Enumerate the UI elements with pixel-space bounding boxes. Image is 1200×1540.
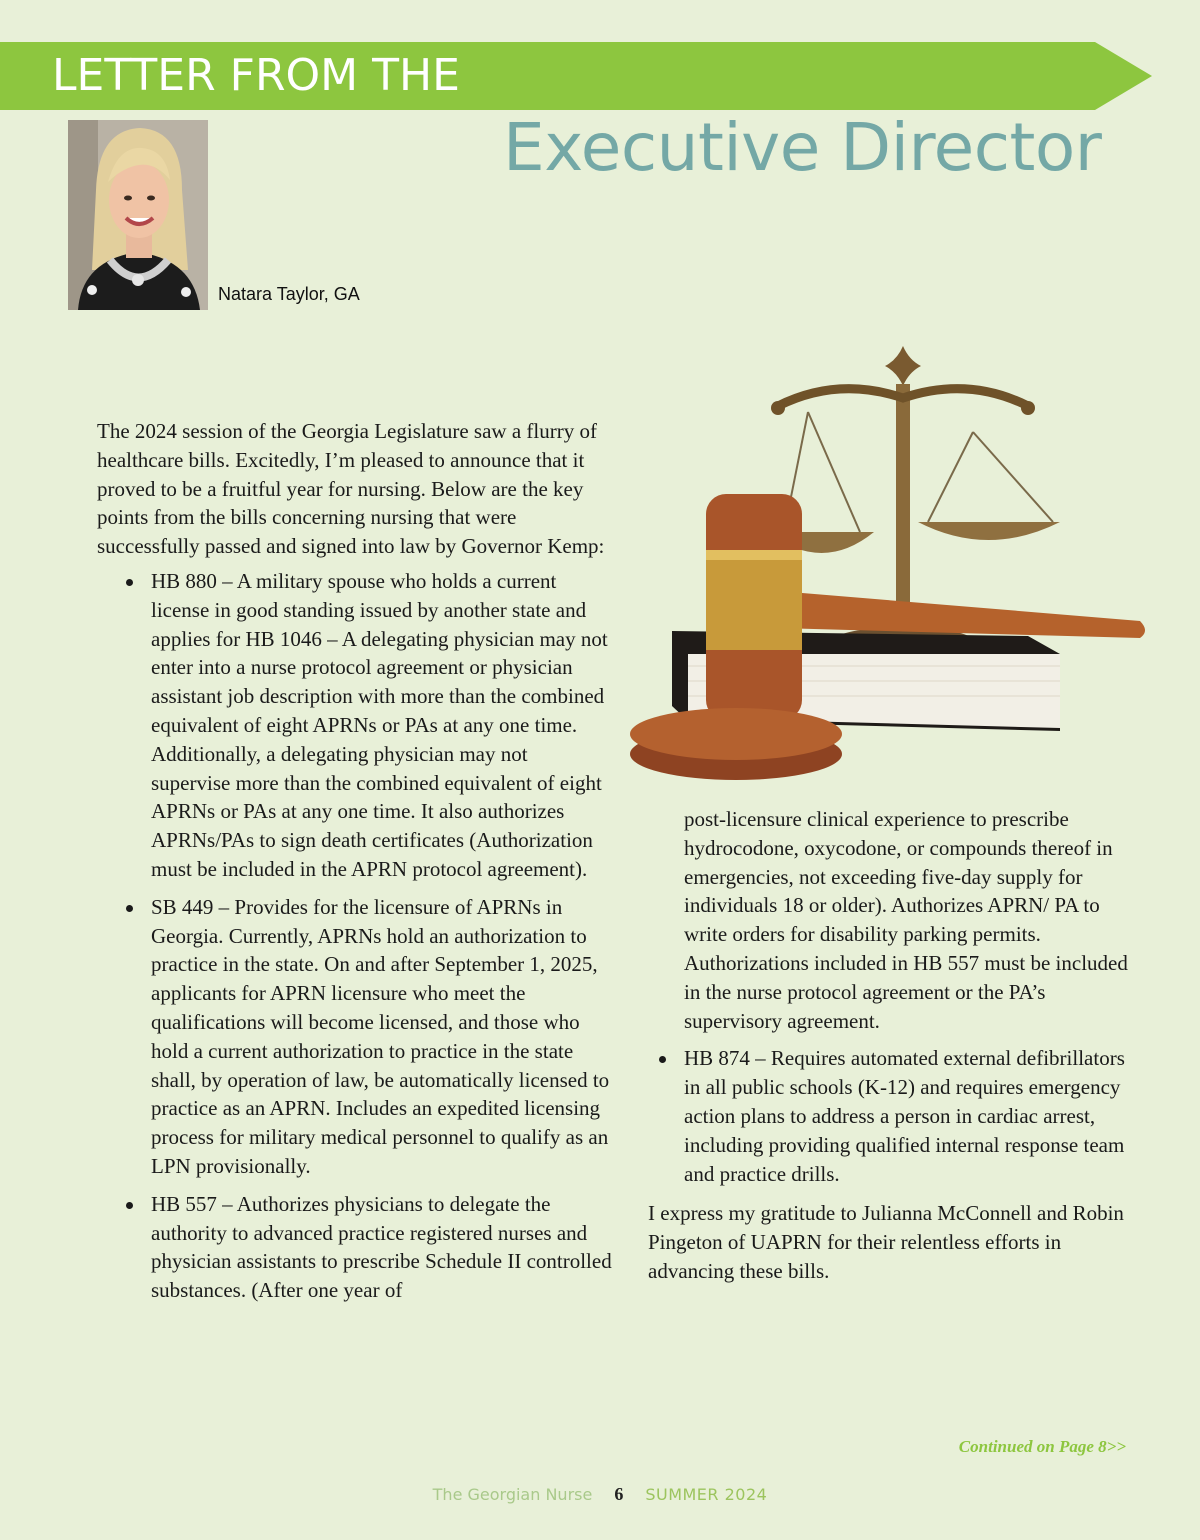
right-column [648,805,1138,1286]
footer-issue: SUMMER 2024 [645,1485,768,1504]
hb557-continued-text: post-licensure clinical experience to prescribe hydrocodone, oxycodone, or compounds thereof in emergencies, not exceeding five-day supply for individuals 18 or older). Authorizes APRN/ PA to write orders for disability parking permits. Authorizations included in HB 557 must be included in the nurse protocol agreement or the PA’s supervisory agreement. [684,807,1128,1033]
photo-caption: Natara Taylor, GA [218,284,360,304]
scales-and-gavel-illustration [628,336,1152,782]
intro-paragraph: The 2024 session of the Georgia Legislature saw a flurry of healthcare bills. Excitedly, I’m pleased to announce that it proved to be a fruitful year for nursing. Below are the key points from the bills concerning nursing that were successfully passed and signed into law by Governor Kemp: [97,419,605,559]
bill-item-hb557: HB 557 – Authorizes physicians to delegate the authority to advanced practice registered nurses and physician assistants to prescribe Schedule II controlled substances. (After one year of [151,1190,612,1305]
bill-item-hb874: HB 874 – Requires automated external defibrillators in all public schools (K-12) and requires emergency action plans to address a person in cardiac arrest, including providing qualified internal response team and practice drills. [684,1044,1138,1188]
page-title: Executive Director [503,109,1102,186]
bill-list-right [648,1044,1138,1188]
left-column [97,417,612,1314]
author-photo [68,120,208,310]
banner-title: LETTER FROM THE [52,50,460,101]
continued-link[interactable]: Continued on Page 8>> [958,1437,1126,1456]
footer-page-number: 6 [614,1484,624,1504]
bill-list-left [97,567,612,1305]
bill-item-hb880-hb1046: HB 880 – A military spouse who holds a current license in good standing issued by another state and applies for HB 1046 – A delegating physician may not enter into a nurse protocol agreement or physician assistant job description with more than the combined equivalent of eight APRNs or PAs at any one time. Additionally, a delegating physician may not supervise more than the combined equivalent of eight APRNs or PAs at any one time. It also authorizes APRNs/PAs to sign death certificates (Authorization must be included in the APRN protocol agreement). [151,567,612,884]
footer-publication: The Georgian Nurse [432,1485,593,1504]
page-footer [0,1484,1200,1505]
bill-item-sb449: SB 449 – Provides for the licensure of APRNs in Georgia. Currently, APRNs hold an authorization to practice in the state. On and after September 1, 2025, applicants for APRN licensure who meet the qualifications will become licensed, and those who hold a current authorization to practice in the state shall, by operation of law, be automatically licensed to practice as an APRN. Includes an expedited licensing process for military medical personnel to qualify as an LPN provisionally. [151,893,612,1181]
thanks-paragraph: I express my gratitude to Julianna McConnell and Robin Pingeton of UAPRN for their relentless efforts in advancing these bills. [648,1201,1124,1283]
